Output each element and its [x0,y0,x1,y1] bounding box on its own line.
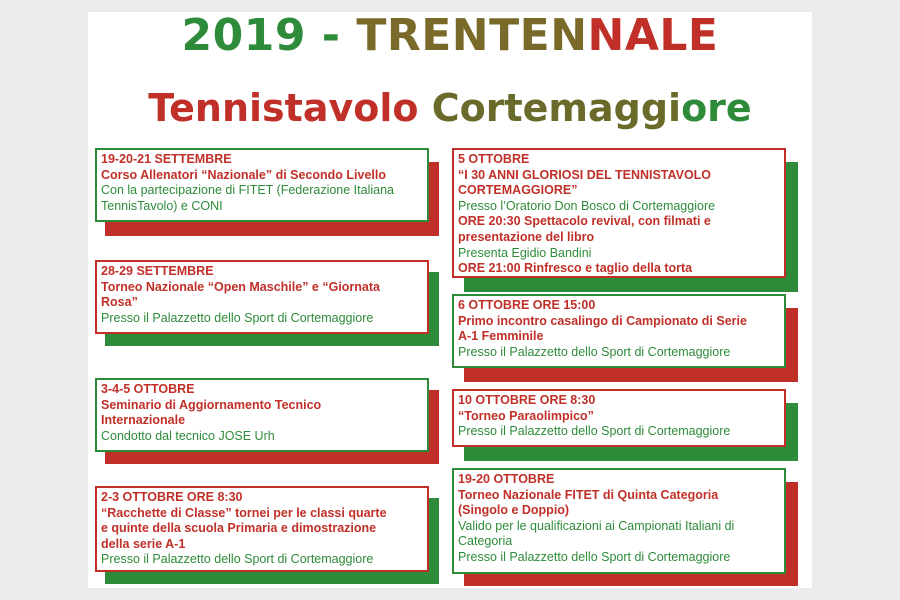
event-detail: Presso il Palazzetto dello Sport di Cortemaggiore [458,424,731,439]
event-date: 2-3 OTTOBRE ORE 8:30 [101,490,243,504]
event-detail: Presso il Palazzetto dello Sport di Cortemaggiore [101,552,374,567]
poster-subtitle [88,86,812,130]
event-title: A-1 Femminile [458,329,544,344]
event-detail: ORE 20:30 Spettacolo revival, con filmati e [458,214,711,229]
card-box [452,148,786,278]
event-card-3 [95,378,429,452]
card-box [95,148,429,222]
event-title: CORTEMAGGIORE” [458,183,578,198]
event-date: 19-20 OTTOBRE [458,472,555,486]
event-card-4 [95,486,429,572]
event-card-7 [452,389,786,447]
event-detail: Condotto dal tecnico JOSE Urh [101,428,275,443]
card-box [452,468,786,574]
event-detail: Con la partecipazione di FITET (Federazione Italiana [101,183,394,198]
event-title: Internazionale [101,413,186,428]
event-date: 6 OTTOBRE ORE 15:00 [458,298,596,312]
event-detail: Presso il Palazzetto dello Sport di Cortemaggiore [458,344,731,359]
event-title: “Torneo Paraolimpico” [458,408,594,423]
event-detail: Presso il Palazzetto dello Sport di Cortemaggiore [101,310,374,325]
event-title: Corso Allenatori “Nazionale” di Secondo Livello [101,167,386,182]
event-title: (Singolo e Doppio) [458,503,570,518]
event-card-1 [95,148,429,222]
event-date: 19-20-21 SETTEMBRE [101,152,232,166]
event-title: Primo incontro casalingo di Campionato di Serie [458,313,747,328]
event-title: e quinte della scuola Primaria e dimostrazione [101,521,377,536]
title-part-a: 2019 - [181,10,357,61]
event-detail: Presenta Egidio Bandini [458,245,592,260]
event-title: Rosa” [101,295,138,310]
event-date: 5 OTTOBRE [458,152,530,166]
card-box [95,260,429,334]
event-detail: Presso l’Oratorio Don Bosco di Cortemaggiore [458,198,716,213]
title-part-c: NALE [587,10,719,61]
event-title: “I 30 ANNI GLORIOSI DEL TENNISTAVOLO [458,167,712,182]
event-detail: Categoria [458,534,513,549]
subtitle-part-b: Cortemaggi [431,86,682,130]
event-title: Seminario di Aggiornamento Tecnico [101,397,322,412]
event-detail: Presso il Palazzetto dello Sport di Cortemaggiore [458,549,731,564]
event-card-5 [452,148,786,278]
card-box [452,294,786,368]
subtitle-part-a: Tennistavolo [148,86,432,130]
poster-title [88,10,812,61]
card-box [95,486,429,572]
event-title: della serie A-1 [101,536,186,551]
title-part-b: TRENTEN [356,10,588,61]
event-detail: TennisTavolo) e CONI [101,198,223,213]
card-box [452,389,786,447]
subtitle-part-c: ore [681,86,752,130]
event-card-2 [95,260,429,334]
event-title: Torneo Nazionale “Open Maschile” e “Giornata [101,279,380,294]
event-date: 10 OTTOBRE ORE 8:30 [458,393,596,407]
event-title: Torneo Nazionale FITET di Quinta Categoria [458,487,719,502]
event-detail: ORE 21:00 Rinfresco e taglio della torta [458,261,693,276]
event-detail: presentazione del libro [458,229,595,244]
event-card-6 [452,294,786,368]
event-title: “Racchette di Classe” tornei per le classi quarte [101,505,387,520]
event-date: 3-4-5 OTTOBRE [101,382,195,396]
event-card-8 [452,468,786,574]
event-date: 28-29 SETTEMBRE [101,264,214,278]
event-detail: Valido per le qualificazioni ai Campionati Italiani di [458,518,735,533]
card-box [95,378,429,452]
